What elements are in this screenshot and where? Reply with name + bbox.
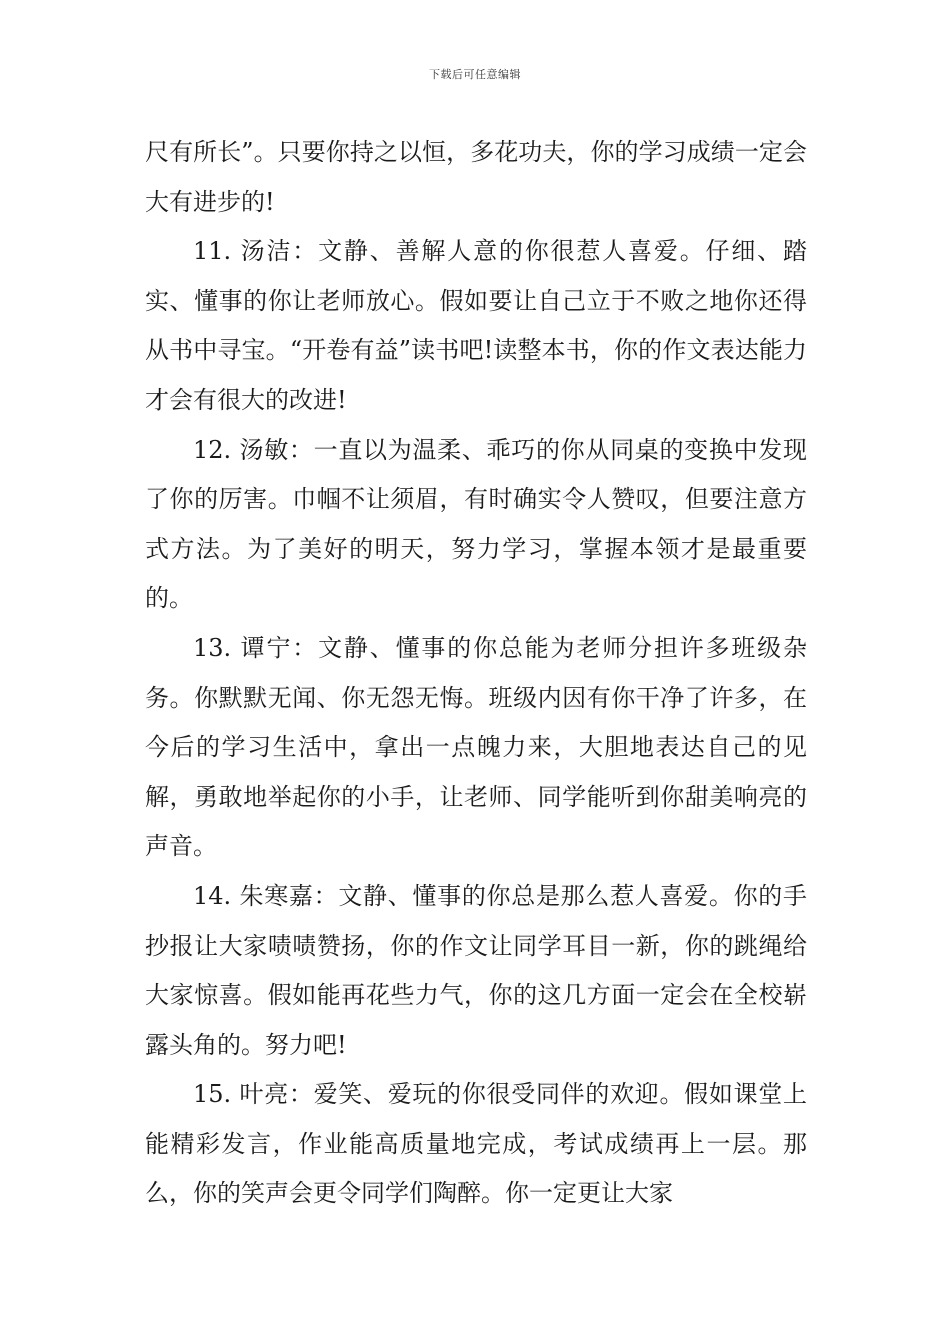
- paragraph-comment-12: 12. 汤敏：一直以为温柔、乖巧的你从同桌的变换中发现了你的厉害。巾帼不让须眉，有时确实令人赞叹，但要注意方式方法。为了美好的明天，努力学习，掌握本领才是最重要的。: [145, 435, 807, 613]
- paragraph-comment-15: 15. 叶亮：爱笑、爱玩的你很受同伴的欢迎。假如课堂上能精彩发言，作业能高质量地完成，考试成绩再上一层。那么，你的笑声会更令同学们陶醉。你一定更让大家: [145, 1080, 807, 1208]
- paragraph-comment-13: 13. 谭宁：文静、懂事的你总能为老师分担许多班级杂务。你默默无闻、你无怨无悔。班级内因有你干净了许多，在今后的学习生活中，拿出一点魄力来，大胆地表达自己的见解，勇敢地举起你的小手，让老师、同学能听到你甜美响亮的声音。: [145, 633, 807, 861]
- paragraph-continuation: 尺有所长”。只要你持之以恒，多花功夫，你的学习成绩一定会大有进步的!: [145, 138, 807, 216]
- page-header: 下载后可任意编辑: [429, 68, 521, 81]
- paragraph-comment-14: 14. 朱寒嘉：文静、懂事的你总是那么惹人喜爱。你的手抄报让大家啧啧赞扬，你的作文让同学耳目一新，你的跳绳给大家惊喜。假如能再花些力气，你的这几方面一定会在全校崭露头角的。努力吧!: [145, 881, 807, 1059]
- paragraph-comment-11: 11. 汤洁：文静、善解人意的你很惹人喜爱。仔细、踏实、懂事的你让老师放心。假如要让自己立于不败之地你还得从书中寻宝。“开卷有益”读书吧!读整本书，你的作文表达能力才会有很大的改进!: [145, 237, 807, 414]
- document-body: [145, 128, 807, 1219]
